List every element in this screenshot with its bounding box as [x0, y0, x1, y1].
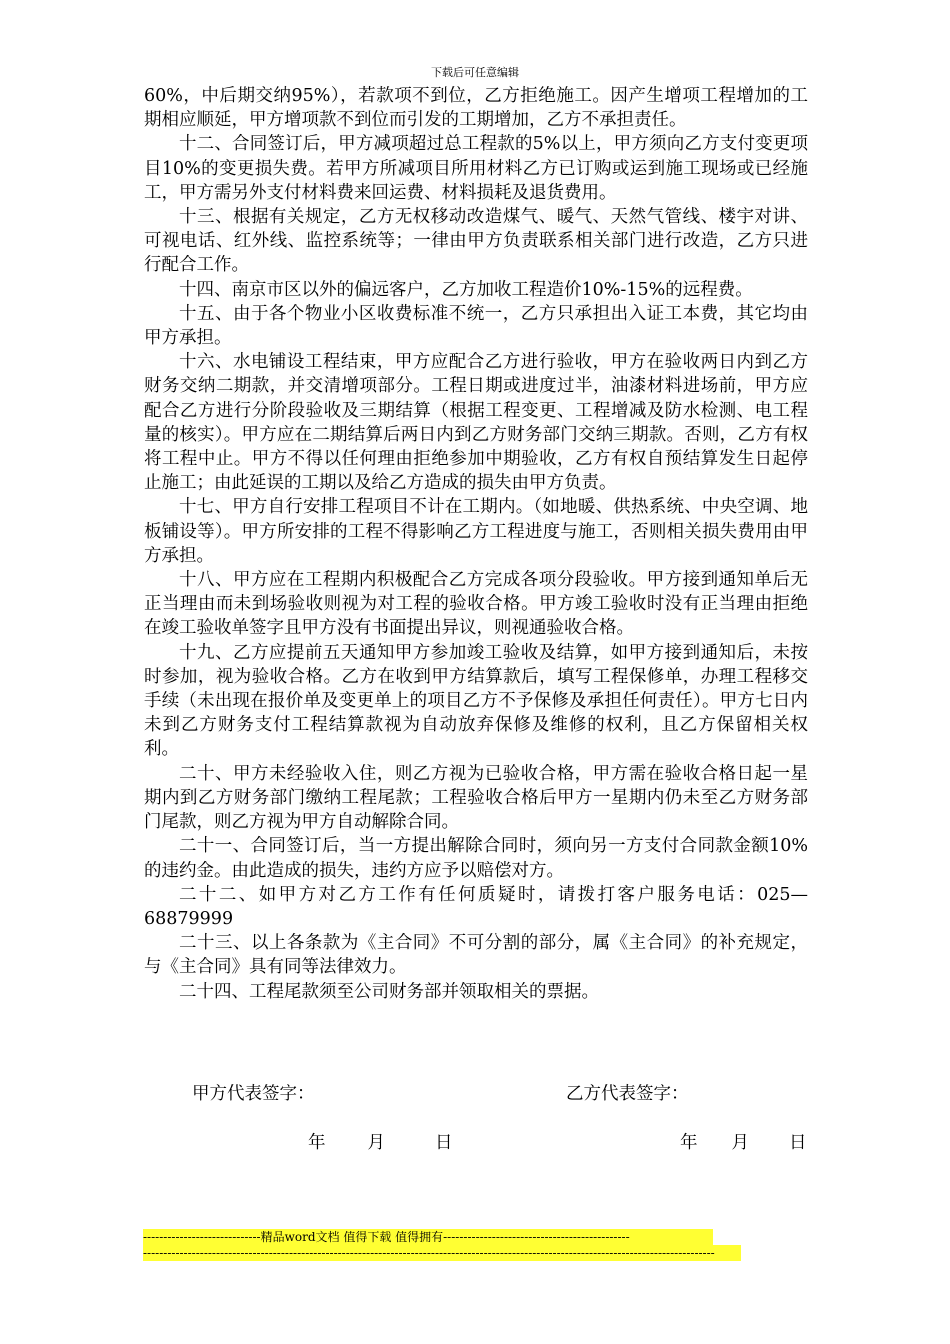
party-b-signature-label: 乙方代表签字：	[566, 1084, 689, 1104]
paragraph: 十九、乙方应提前五天通知甲方参加竣工验收及结算，如甲方接到通知后，未按时参加，视为验收合格。乙方在收到甲方结算款后，填写工程保修单，办理工程移交手续（未出现在报价单及变更单上的项目乙方不予保修及承担任何责任）。甲方七日内未到乙方财务支付工程结算款视为自动放弃保修及维修的权利，且乙方保留相关权利。	[144, 642, 808, 760]
paragraph: 十二、合同签订后，甲方减项超过总工程款的5%以上，甲方须向乙方支付变更项目10%的变更损失费。若甲方所减项目所用材料乙方已订购或运到施工现场或已经施工，甲方需另外支付材料费来回运费、材料损耗及退货费用。	[144, 134, 808, 203]
paragraph: 二十三、以上各条款为《主合同》不可分割的部分，属《主合同》的补充规定，与《主合同》具有同等法律效力。	[144, 933, 808, 978]
paragraph: 十四、南京市区以外的偏远客户，乙方加收工程造价10%-15%的远程费。	[179, 279, 753, 300]
party-a-signature-label: 甲方代表签字：	[192, 1084, 315, 1104]
date-year-label: 年	[680, 1133, 698, 1153]
paragraph: 十七、甲方自行安排工程项目不计在工期内。（如地暖、供热系统、中央空调、地板铺设等）。甲方所安排的工程不得影响乙方工程进度与施工，否则相关损失费用由甲方承担。	[144, 497, 808, 566]
party-b-date	[680, 1131, 807, 1155]
date-month-label: 月	[367, 1133, 385, 1153]
paragraph: 十六、水电铺设工程结束，甲方应配合乙方进行验收，甲方在验收两日内到乙方财务交纳二期款，并交清增项部分。工程日期或进度过半，油漆材料进场前，甲方应配合乙方进行分阶段验收及三期结算（根据工程变更、工程增减及防水检测、电工程量的核实）。甲方应在二期结算后两日内到乙方财务部门交纳三期款。否则，乙方有权将工程中止。甲方不得以任何理由拒绝参加中期验收，乙方有权自预结算发生日起停止施工；由此延误的工期以及给乙方造成的损失由甲方负责。	[144, 352, 808, 494]
party-a-date	[308, 1131, 453, 1155]
date-day-label: 日	[435, 1133, 453, 1153]
paragraph: 二十、甲方未经验收入住，则乙方视为已验收合格，甲方需在验收合格日起一星期内到乙方财务部门缴纳工程尾款；工程验收合格后甲方一星期内仍未至乙方财务部门尾款，则乙方视为甲方自动解除合同。	[144, 763, 808, 833]
paragraph: 60%，中后期交纳95%），若款项不到位，乙方拒绝施工。因产生增项工程增加的工期相应顺延，甲方增项款不到位而引发的工期增加，乙方不承担责任。	[144, 86, 808, 131]
paragraph: 十八、甲方应在工程期内积极配合乙方完成各项分段验收。甲方接到通知单后无正当理由而未到场验收则视为对工程的验收合格。甲方竣工验收时没有正当理由拒绝在竣工验收单签字且甲方没有书面提出异议，则视通验收合格。	[144, 570, 808, 639]
contract-body	[144, 84, 808, 1004]
footer-divider: ---------------------------------------------------------------------------------------------------------------------------------------------	[143, 1245, 741, 1261]
date-day-label: 日	[789, 1133, 807, 1153]
paragraph: 二十四、工程尾款须至公司财务部并领取相关的票据。	[179, 981, 599, 1002]
paragraph: 二十二、如甲方对乙方工作有任何质疑时，请拨打客户服务电话：025—68879999	[144, 884, 808, 929]
header-note: 下载后可任意编辑	[431, 66, 519, 79]
paragraph: 十三、根据有关规定，乙方无权移动改造煤气、暖气、天然气管线、楼宇对讲、可视电话、红外线、监控系统等；一律由甲方负责联系相关部门进行改造，乙方只进行配合工作。	[144, 207, 808, 276]
footer-banner: -----------------------------精品word文档 值得下载 值得拥有----------------------------------------------	[143, 1229, 713, 1245]
paragraph: 二十一、合同签订后，当一方提出解除合同时，须向另一方支付合同款金额10%的违约金。由此造成的损失，违约方应予以赔偿对方。	[144, 836, 808, 881]
date-month-label: 月	[731, 1133, 749, 1153]
paragraph: 十五、由于各个物业小区收费标准不统一，乙方只承担出入证工本费，其它均由甲方承担。	[144, 303, 808, 349]
date-year-label: 年	[308, 1133, 326, 1153]
